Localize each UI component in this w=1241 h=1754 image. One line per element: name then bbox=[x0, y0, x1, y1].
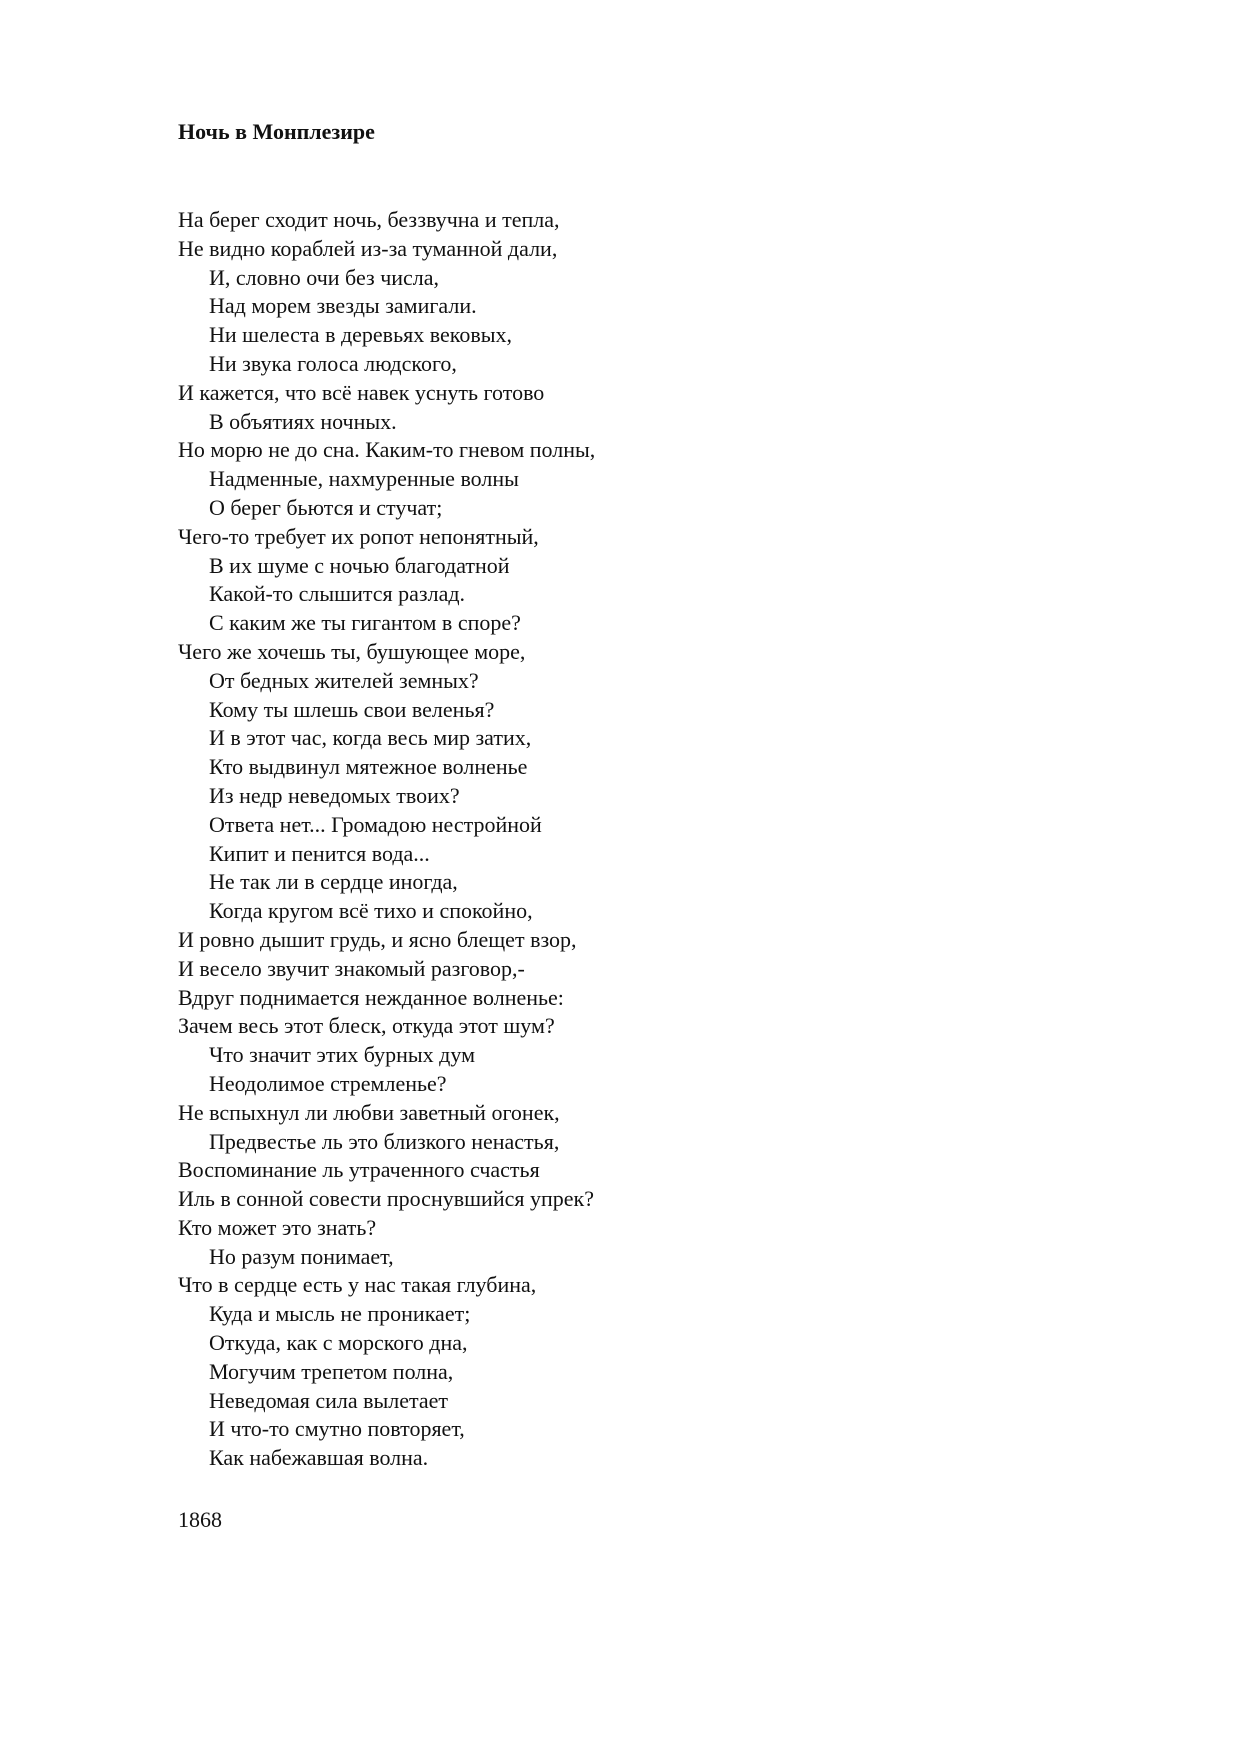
poem-body bbox=[178, 206, 595, 1473]
poem-line: Надменные, нахмуренные волны bbox=[209, 466, 519, 492]
poem-line: Над морем звезды замигали. bbox=[209, 293, 477, 319]
poem-line: Куда и мысль не проникает; bbox=[209, 1301, 471, 1327]
poem-line: Неведомая сила вылетает bbox=[209, 1387, 449, 1413]
poem-line: И что-то смутно повторяет, bbox=[209, 1416, 465, 1442]
poem-line: Ответа нет... Громадою нестройной bbox=[209, 811, 542, 837]
poem-line: Но разум понимает, bbox=[209, 1243, 394, 1269]
poem-line: Но морю не до сна. Каким-то гневом полны, bbox=[178, 437, 596, 463]
poem-line: Чего-то требует их ропот непонятный, bbox=[178, 523, 539, 549]
poem-line: И в этот час, когда весь мир затих, bbox=[209, 725, 532, 751]
poem-line: Кто выдвинул мятежное волненье bbox=[209, 754, 528, 780]
poem-line: Что значит этих бурных дум bbox=[209, 1042, 475, 1068]
poem-line: Из недр неведомых твоих? bbox=[209, 782, 460, 808]
poem-line: Могучим трепетом полна, bbox=[209, 1358, 454, 1384]
poem-year: 1868 bbox=[178, 1507, 222, 1532]
poem-line: В объятиях ночных. bbox=[209, 408, 397, 434]
poem-line: Ни звука голоса людского, bbox=[209, 350, 457, 376]
poem-line: Когда кругом всё тихо и спокойно, bbox=[209, 898, 533, 924]
poem-line: Кто может это знать? bbox=[178, 1214, 377, 1240]
poem-line: Кипит и пенится вода... bbox=[209, 840, 430, 866]
poem-line: От бедных жителей земных? bbox=[209, 667, 479, 693]
poem-line: Предвестье ль это близкого ненастья, bbox=[209, 1128, 560, 1154]
poem-line: Откуда, как с морского дна, bbox=[209, 1330, 468, 1356]
poem-line: О берег бьются и стучат; bbox=[209, 494, 443, 520]
poem-line: С каким же ты гигантом в споре? bbox=[209, 610, 521, 636]
poem-line: Не вспыхнул ли любви заветный огонек, bbox=[178, 1099, 560, 1125]
poem-line: И, словно очи без числа, bbox=[209, 264, 440, 290]
poem-line: Иль в сонной совести проснувшийся упрек? bbox=[178, 1186, 594, 1212]
poem-line: И кажется, что всё навек уснуть готово bbox=[178, 379, 545, 405]
poem-line: Неодолимое стремленье? bbox=[209, 1070, 447, 1096]
poem-line: Чего же хочешь ты, бушующее море, bbox=[178, 638, 526, 664]
poem-line: Что в сердце есть у нас такая глубина, bbox=[178, 1272, 537, 1298]
poem-line: На берег сходит ночь, беззвучна и тепла, bbox=[178, 207, 560, 232]
poem-line: Не так ли в сердце иногда, bbox=[209, 869, 458, 895]
poem-line: Кому ты шлешь свои веленья? bbox=[209, 696, 495, 722]
poem-line: Вдруг поднимается нежданное волненье: bbox=[178, 984, 564, 1010]
poem-line: Какой-то слышится разлад. bbox=[209, 581, 466, 607]
poem-line: Зачем весь этот блеск, откуда этот шум? bbox=[178, 1013, 555, 1039]
poem-title: Ночь в Монплезире bbox=[178, 119, 375, 144]
poem-line: В их шуме с ночью благодатной bbox=[209, 552, 510, 578]
poem-line: И весело звучит знакомый разговор,- bbox=[178, 955, 525, 981]
poem-line: Не видно кораблей из-за туманной дали, bbox=[178, 235, 558, 261]
poem-line: И ровно дышит грудь, и ясно блещет взор, bbox=[178, 926, 577, 952]
poem-line: Ни шелеста в деревьях вековых, bbox=[209, 322, 512, 348]
poem-line: Воспоминание ль утраченного счастья bbox=[178, 1157, 540, 1183]
poem-line: Как набежавшая волна. bbox=[209, 1445, 429, 1471]
